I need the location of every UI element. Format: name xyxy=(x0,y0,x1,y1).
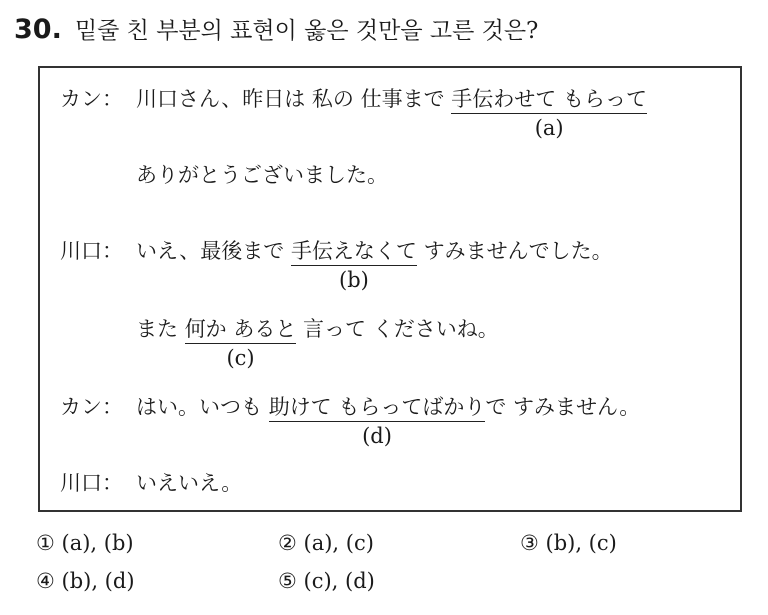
dialogue-line-5 xyxy=(60,394,641,448)
question-title xyxy=(14,12,538,45)
dialogue-text: はい。いつも xyxy=(136,395,269,419)
underlined-text: 手伝わせて もらって xyxy=(451,87,647,111)
underlined-expression-a xyxy=(451,86,647,140)
speaker-label: 川口： xyxy=(60,239,123,263)
speaker-label: 川口： xyxy=(60,471,123,495)
choice-2[interactable]: ② (a), (c) xyxy=(278,531,374,555)
label-a: (a) xyxy=(534,116,564,140)
question-number: 30. xyxy=(14,14,62,45)
underlined-text: 何か あると xyxy=(184,317,297,341)
underlined-expression-b xyxy=(290,238,417,292)
dialogue-line-2 xyxy=(136,162,388,188)
dialogue-line-6 xyxy=(60,470,242,496)
choice-5[interactable]: ⑤ (c), (d) xyxy=(278,569,375,593)
dialogue-text: いえ、最後まで xyxy=(136,239,291,263)
dialogue-text: また xyxy=(136,317,185,341)
underlined-text: 手伝えなくて xyxy=(290,239,417,263)
choice-1[interactable]: ① (a), (b) xyxy=(36,531,134,555)
choice-3[interactable]: ③ (b), (c) xyxy=(520,531,617,555)
choice-4[interactable]: ④ (b), (d) xyxy=(36,569,135,593)
dialogue-line-4 xyxy=(136,316,499,370)
dialogue-box xyxy=(38,66,742,512)
question-text: 밑줄 친 부분의 표현이 옳은 것만을 고른 것은? xyxy=(74,18,539,44)
label-c: (c) xyxy=(226,346,255,370)
dialogue-line-3 xyxy=(60,238,613,292)
dialogue-text: 川口さん、昨日は 私の 仕事まで xyxy=(136,87,452,111)
dialogue-line-1 xyxy=(60,86,647,140)
dialogue-text: いえいえ。 xyxy=(136,471,243,495)
dialogue-text: すみませんでした。 xyxy=(416,239,613,263)
speaker-label: カン： xyxy=(60,87,123,111)
label-b: (b) xyxy=(339,268,369,292)
underlined-expression-d xyxy=(268,394,486,448)
dialogue-text: 言って くださいね。 xyxy=(296,317,499,341)
dialogue-text: で すみません。 xyxy=(485,395,641,419)
label-d: (d) xyxy=(362,424,392,448)
underlined-expression-c xyxy=(184,316,297,370)
speaker-label: カン： xyxy=(60,395,123,419)
dialogue-text: ありがとうございました。 xyxy=(136,163,388,187)
underlined-text: 助けて もらってばかり xyxy=(268,395,486,419)
